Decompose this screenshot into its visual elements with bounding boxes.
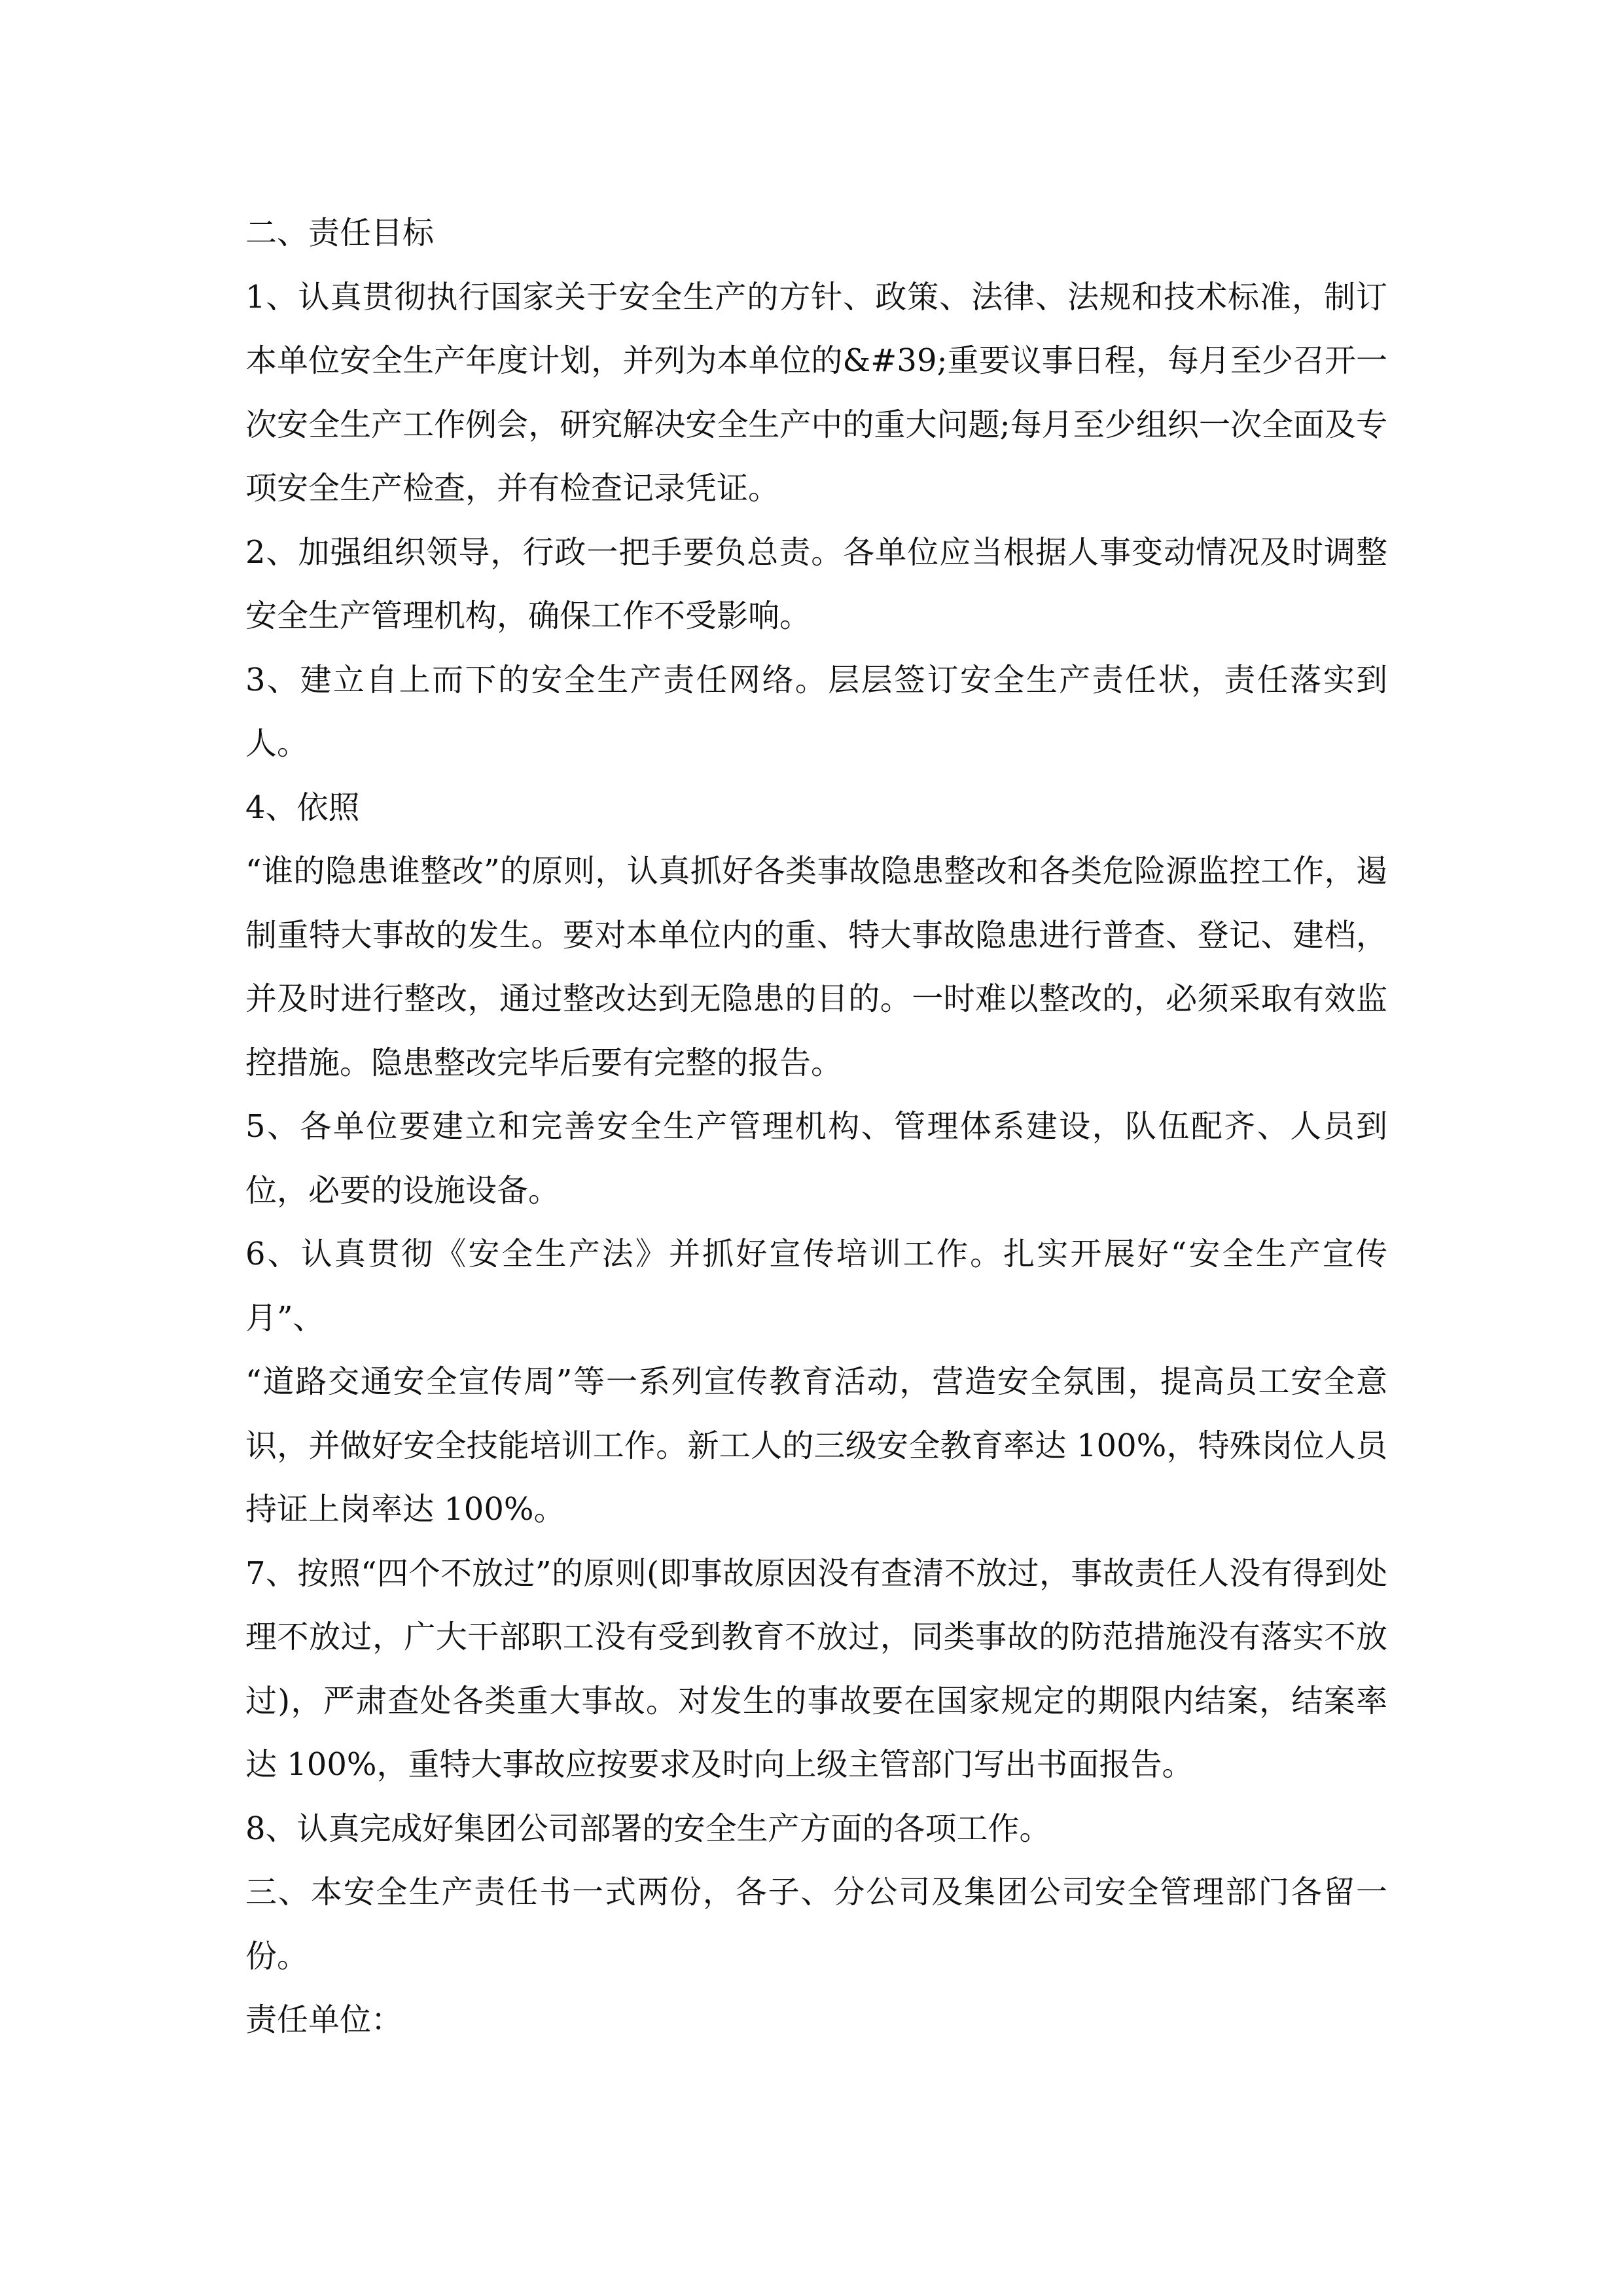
item-4-paragraph: “谁的隐患谁整改”的原则，认真抓好各类事故隐患整改和各类危险源监控工作，遏制重特大事故的发生。要对本单位内的重、特大事故隐患进行普查、登记、建档，并及时进行整改，通过整改达到无隐患的目的。一时难以整改的，必须采取有效监控措施。隐患整改完毕后要有完整的报告。 [245,853,1387,1081]
section-3-paragraph: 三、本安全生产责任书一式两份，各子、分公司及集团公司安全管理部门各留一份。 [245,1874,1387,1975]
item-6-paragraph: 6、认真贯彻《安全生产法》并抓好宣传培训工作。扎实开展好“安全生产宣传月”、 [245,1236,1387,1336]
item-1-paragraph: 1、认真贯彻执行国家关于安全生产的方针、政策、法律、法规和技术标准，制订本单位安全生产年度计划，并列为本单位的&#39;重要议事日程，每月至少召开一次安全生产工作例会，研究解决安全生产中的重大问题;每月至少组织一次全面及专项安全生产检查，并有检查记录凭证。 [245,278,1387,507]
item-7-paragraph: 7、按照“四个不放过”的原则(即事故原因没有查清不放过，事故责任人没有得到处理不放过，广大干部职工没有受到教育不放过，同类事故的防范措施没有落实不放过)，严肃查处各类重大事故。对发生的事故要在国家规定的期限内结案，结案率达 100%，重特大事故应按要求及时向上级主管部门写出书面报告。 [245,1554,1387,1783]
item-3-paragraph: 3、建立自上而下的安全生产责任网络。层层签订安全生产责任状，责任落实到人。 [245,661,1387,762]
document-body [245,202,1387,2053]
item-8-paragraph: 8、认真完成好集团公司部署的安全生产方面的各项工作。 [245,1810,1051,1847]
item-4-heading: 4、依照 [245,789,360,826]
item-2-paragraph: 2、加强组织领导，行政一把手要负总责。各单位应当根据人事变动情况及时调整安全生产管理机构，确保工作不受影响。 [245,533,1387,634]
item-6-continuation: “道路交通安全宣传周”等一系列宣传教育活动，营造安全氛围，提高员工安全意识，并做好安全技能培训工作。新工人的三级安全教育率达 100%，特殊岗位人员持证上岗率达 100%。 [245,1363,1387,1528]
section-heading-responsibility-goals: 二、责任目标 [245,215,435,251]
responsible-unit-label: 责任单位： [245,2001,403,2038]
item-5-paragraph: 5、各单位要建立和完善安全生产管理机构、管理体系建设，队伍配齐、人员到位，必要的设施设备。 [245,1108,1387,1209]
